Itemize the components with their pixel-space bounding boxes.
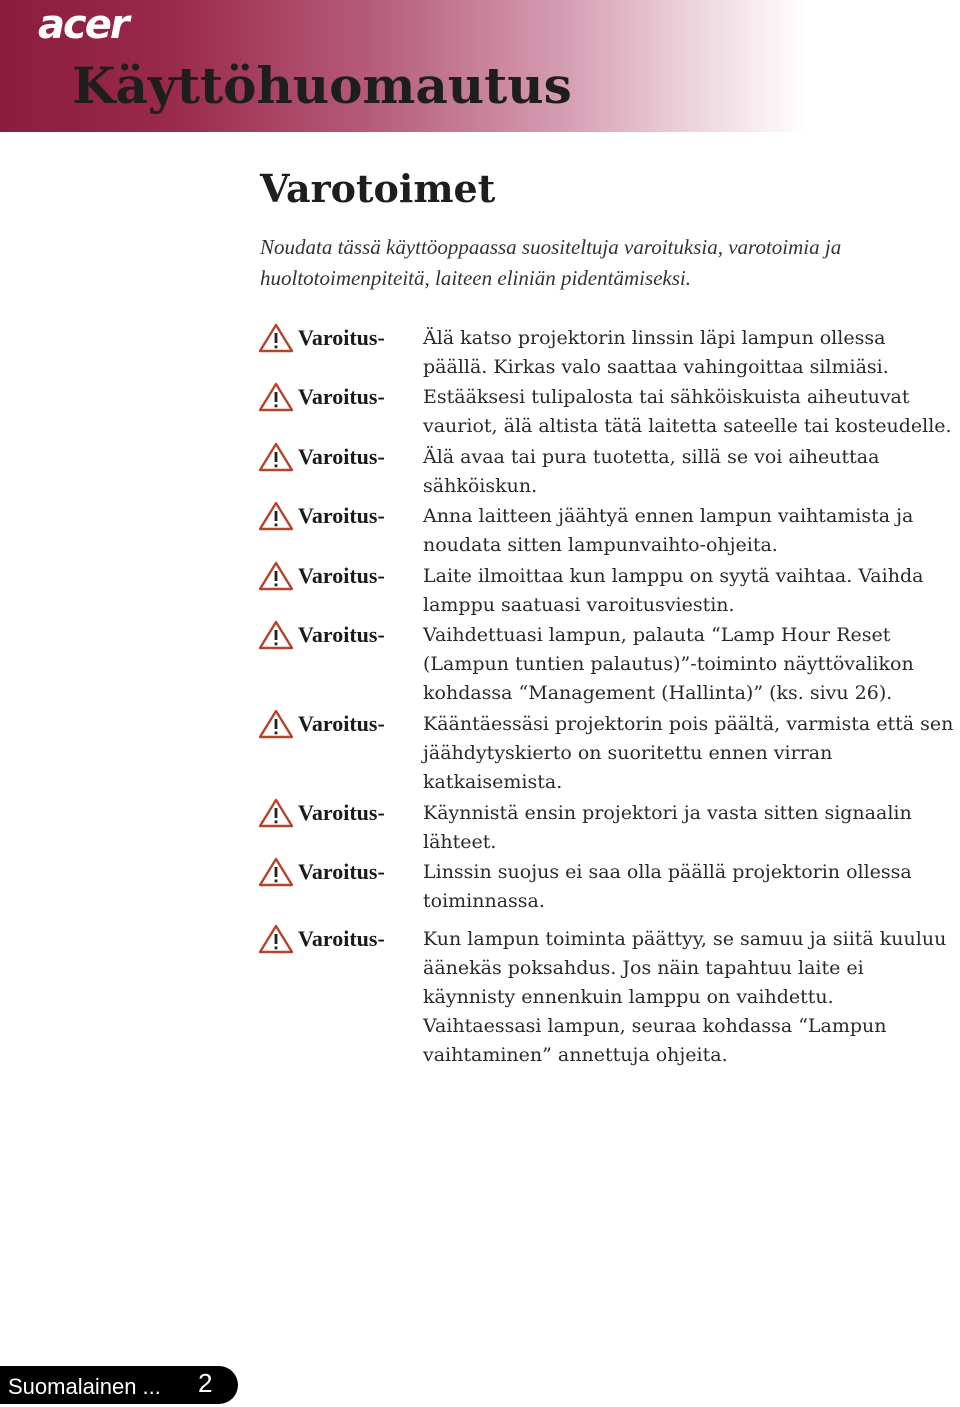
warning-triangle-icon [258, 323, 294, 353]
warning-text: Älä katso projektorin linssin läpi lampun ollessa päällä. Kirkas valo saattaa vahingoittaa silmiäsi. [423, 327, 889, 378]
warning-label-text: Varoitus- [298, 926, 385, 951]
warning-text: Estääksesi tulipalosta tai sähköiskuista aiheutuvat vauriot, älä altista tätä laitetta sateelle tai kosteudelle. [423, 386, 952, 437]
warning-label [258, 709, 385, 739]
acer-logo: acer [38, 2, 128, 48]
warning-label-text: Varoitus- [298, 859, 385, 884]
footer-page-tab [0, 1366, 238, 1404]
warning-label [258, 924, 385, 954]
warning-triangle-icon [258, 857, 294, 887]
footer-language: Suomalainen ... [8, 1374, 161, 1399]
warning-label [258, 323, 385, 353]
warning-label [258, 442, 385, 472]
warning-text: Käynnistä ensin projektori ja vasta sitten signaalin lähteet. [423, 802, 912, 853]
page-number: 2 [198, 1368, 213, 1398]
warning-text: Linssin suojus ei saa olla päällä projektorin ollessa toiminnassa. [423, 861, 912, 912]
page-title: Käyttöhuomautus [72, 56, 572, 115]
warning-label-text: Varoitus- [298, 622, 385, 647]
header-banner [0, 0, 960, 132]
warning-label-text: Varoitus- [298, 503, 385, 528]
warning-text: Laite ilmoittaa kun lamppu on syytä vaihtaa. Vaihda lamppu saatuasi varoitusviestin. [423, 565, 924, 616]
warning-text: Kun lampun toiminta päättyy, se samuu ja siitä kuuluu äänekäs poksahdus. Jos näin tapahtuu laite ei käynnisty ennenkuin lamppu on vaihdettu. Vaihtaessasi lampun, seuraa kohdassa “Lampun vaihtaminen” annettuja ohjeita. [423, 928, 947, 1066]
warning-label [258, 857, 385, 887]
warning-triangle-icon [258, 709, 294, 739]
warning-triangle-icon [258, 382, 294, 412]
warning-triangle-icon [258, 442, 294, 472]
warning-label [258, 501, 385, 531]
warning-label-text: Varoitus- [298, 384, 385, 409]
warning-label [258, 561, 385, 591]
warning-text: Anna laitteen jäähtyä ennen lampun vaihtamista ja noudata sitten lampunvaihto-ohjeita. [423, 505, 914, 556]
section-title: Varotoimet [260, 166, 496, 211]
warning-label-text: Varoitus- [298, 563, 385, 588]
warning-text: Älä avaa tai pura tuotetta, sillä se voi aiheuttaa sähköiskun. [423, 446, 880, 497]
warning-triangle-icon [258, 924, 294, 954]
warning-label-text: Varoitus- [298, 800, 385, 825]
warning-text: Vaihdettuasi lampun, palauta “Lamp Hour Reset (Lampun tuntien palautus)”-toiminto näyttövalikon kohdassa “Management (Hallinta)” (ks. sivu 26). [423, 624, 914, 704]
warning-triangle-icon [258, 561, 294, 591]
warning-label-text: Varoitus- [298, 325, 385, 350]
warning-triangle-icon [258, 620, 294, 650]
warning-text: Kääntäessäsi projektorin pois päältä, varmista että sen jäähdytyskierto on suoritettu ennen virran katkaisemista. [423, 713, 954, 793]
warning-label [258, 382, 385, 412]
warning-label [258, 620, 385, 650]
warning-triangle-icon [258, 501, 294, 531]
warning-triangle-icon [258, 798, 294, 828]
section-intro: Noudata tässä käyttöoppaassa suositeltuja varoituksia, varotoimia ja huoltotoimenpiteitä, laiteen eliniän pidentämiseksi. [260, 235, 842, 290]
warning-label [258, 798, 385, 828]
warning-label-text: Varoitus- [298, 711, 385, 736]
warning-label-text: Varoitus- [298, 444, 385, 469]
